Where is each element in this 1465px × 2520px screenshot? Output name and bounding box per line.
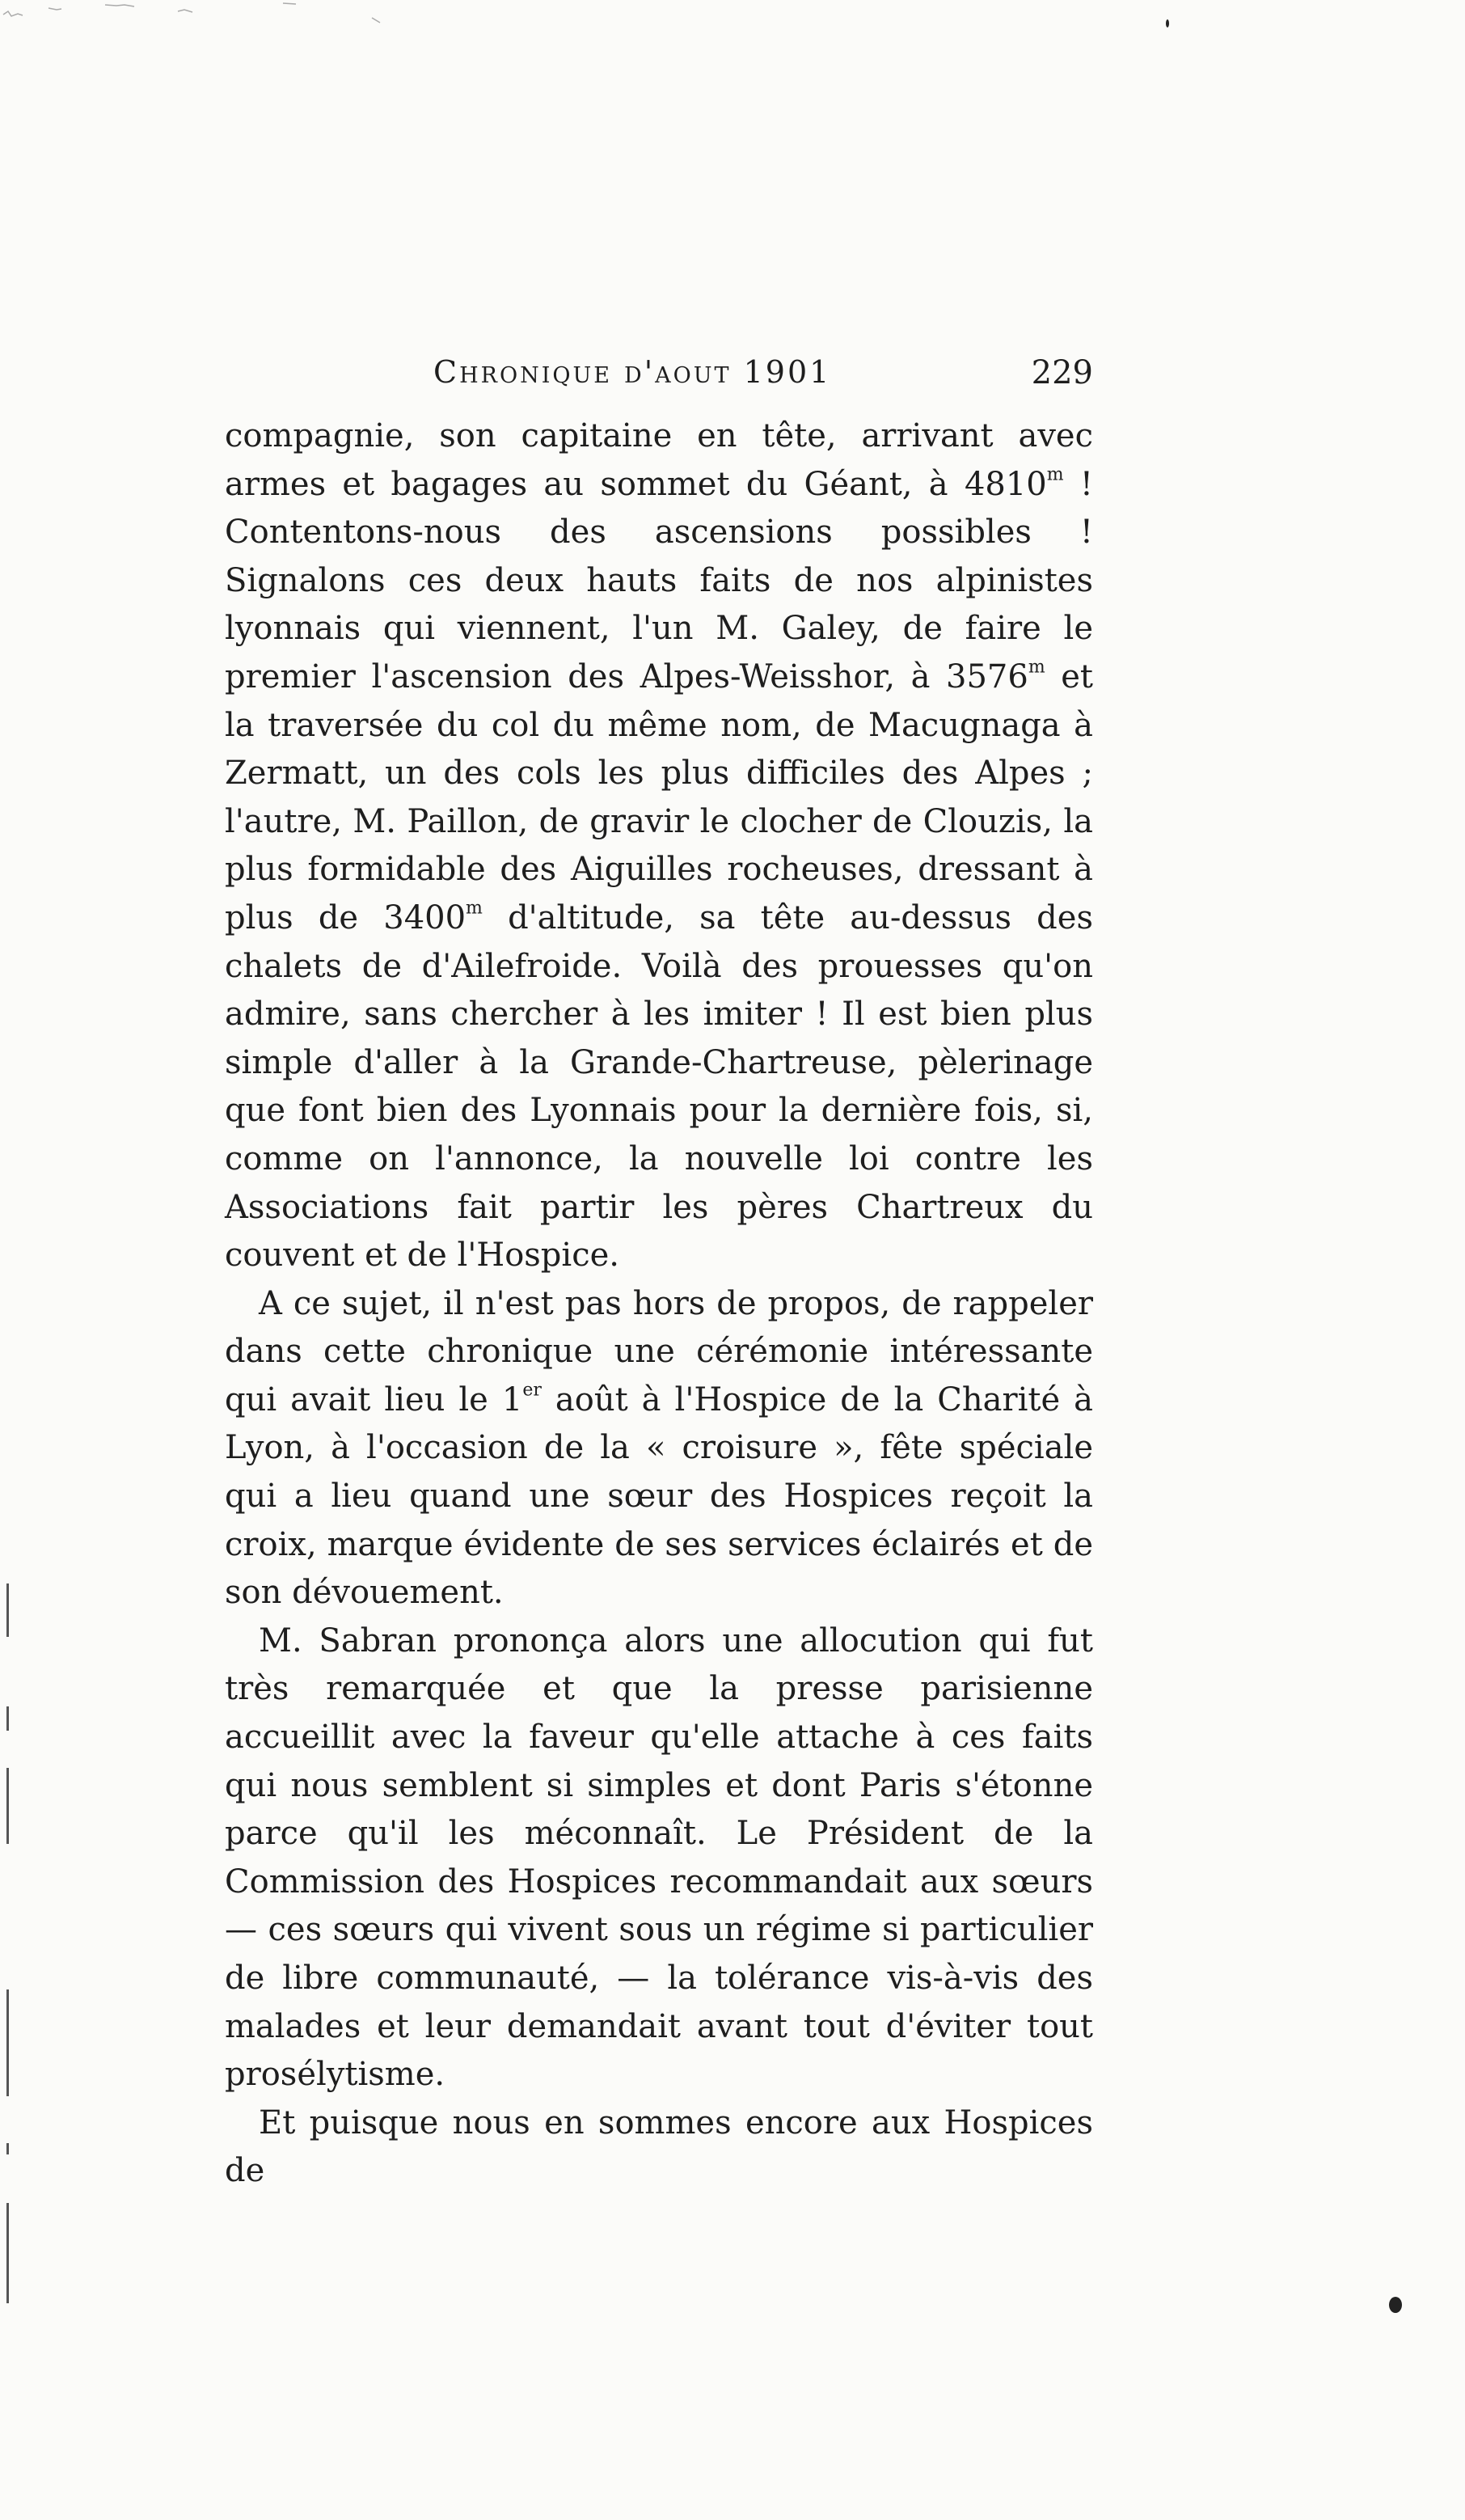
page-header (225, 354, 1093, 403)
superscript: er (522, 1380, 542, 1401)
ink-speck (1166, 19, 1169, 27)
text-run: ! Contentons-nous des ascensions possibles ! Signalons ces deux hauts faits de nos alpinistes lyonnais qui viennent, l'un M. Galey, de faire le premier l'ascension des Alpes-Weisshor, à 3576 (225, 465, 1093, 696)
text-run: M. Sabran prononça alors une allocution qui fut très remarquée et que la presse parisienne accueillit avec la faveur qu'elle attache à ces faits qui nous semblent si simples et dont Paris s'étonne parce qu'il les méconnaît. Le Président de la Commission des Hospices recommandait aux sœurs — ces sœurs qui vivent sous un régime si particulier de libre communauté, — la tolérance vis-à-vis des malades et leur demandait avant tout d'éviter tout prosélytisme. (225, 1622, 1093, 2094)
superscript: m (1028, 657, 1045, 678)
paragraph (225, 1280, 1093, 1617)
text-run: d'altitude, sa tête au-dessus des chalets de d'Ailefroide. Voilà des prouesses qu'on admire, sans chercher à les imiter ! Il est bien plus simple d'aller à la Grande-Chartreuse, pèlerinage que font bien des Lyonnais pour la dernière fois, si, comme on l'annonce, la nouvelle loi contre les Associations fait partir les pères Chartreux du couvent et de l'Hospice. (225, 898, 1093, 1275)
body-text (225, 412, 1093, 2196)
text-run: A ce sujet, il n'est pas hors de propos, de rappeler dans cette chronique une cérémonie intéressante qui avait lieu le 1 (225, 1284, 1093, 1419)
paragraph (225, 412, 1093, 1280)
text-run: août à l'Hospice de la Charité à Lyon, à l'occasion de la « croisure », fête spéciale qui a lieu quand une sœur des Hospices reçoit la croix, marque évidente de ses services éclairés et de son dévouement. (225, 1381, 1093, 1612)
text-run: Et puisque nous en sommes encore aux Hospices de (225, 2104, 1093, 2190)
text-run: compagnie, son capitaine en tête, arrivant avec armes et bagages au sommet du Géant, à 4810 (225, 417, 1093, 503)
paragraph (225, 1617, 1093, 2099)
margin-mark (6, 1989, 9, 2096)
paragraph (225, 2099, 1093, 2196)
text-run: et la traversée du col du même nom, de Macugnaga à Zermatt, un des cols les plus difficiles des Alpes ; l'autre, M. Paillon, de gravir le clocher de Clouzis, la plus formidable des Aiguilles rocheuses, dressant à plus de 3400 (225, 657, 1093, 937)
superscript: m (1046, 463, 1064, 484)
margin-mark (6, 1583, 9, 1637)
page-number: 229 (1031, 354, 1093, 391)
margin-mark (6, 2203, 9, 2303)
running-title: Chronique d'aout 1901 (433, 354, 832, 390)
margin-mark (6, 1706, 9, 1731)
scan-edge-noise (0, 0, 437, 32)
margin-mark (6, 2143, 9, 2154)
ink-speck (1389, 2297, 1402, 2313)
margin-mark (6, 1768, 9, 1844)
superscript: m (466, 898, 483, 919)
